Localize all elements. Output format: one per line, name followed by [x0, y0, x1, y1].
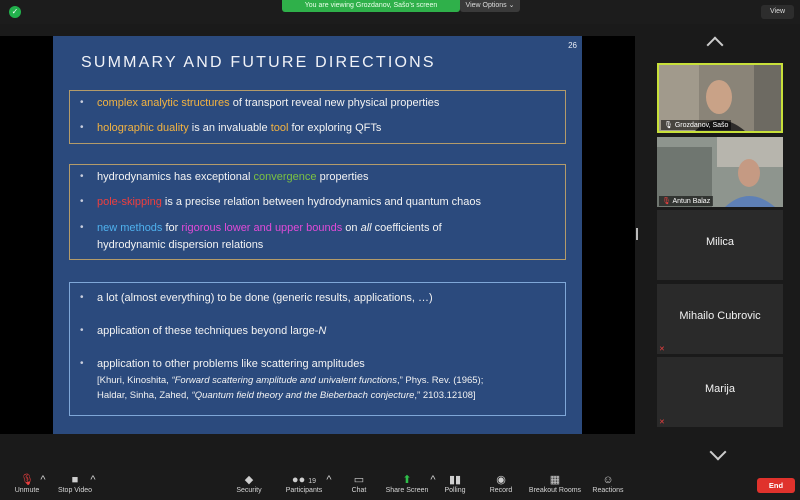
reference-text: Haldar, Sinha, Zahed,	[97, 390, 192, 401]
share-screen-button[interactable]	[384, 473, 430, 494]
item-text: properties	[316, 171, 369, 183]
chat-button[interactable]	[345, 473, 373, 494]
bullet-dot: •	[80, 171, 84, 182]
bullet-dot: •	[80, 122, 84, 133]
future-item: application to other problems like scattering amplitudes	[97, 358, 365, 370]
item-text: coefficients of	[371, 222, 442, 234]
bar-chart-icon: ▮▮	[448, 474, 462, 486]
bullet-dot: •	[80, 358, 84, 369]
share-screen-icon: ⬆	[402, 474, 412, 486]
video-camera-icon: ■	[71, 474, 79, 486]
summary-box-2	[69, 164, 566, 260]
summary-item	[97, 169, 369, 186]
slide-title: SUMMARY AND FUTURE DIRECTIONS	[81, 54, 436, 71]
breakout-rooms-button[interactable]	[528, 473, 582, 494]
record-icon: ◉	[496, 474, 506, 486]
summary-item	[97, 120, 381, 137]
stop-video-label: Stop Video	[57, 487, 93, 494]
grid-icon: ▦	[549, 474, 561, 486]
highlight-text: holographic duality	[97, 122, 189, 134]
chevron-up-icon: ^	[90, 474, 96, 486]
share-options-chevron[interactable]	[428, 473, 438, 487]
slide-number: 26	[568, 41, 577, 50]
item-text: for exploring QFTs	[288, 122, 382, 134]
item-text: for	[162, 222, 182, 234]
highlight-text: new methods	[97, 222, 163, 234]
participant-tile[interactable]	[657, 137, 783, 207]
meeting-toolbar	[0, 470, 800, 500]
participant-tile[interactable]	[657, 284, 783, 354]
bullet-dot: •	[80, 97, 84, 108]
participant-name: Marija	[705, 383, 735, 395]
participant-name: Antun Balaz	[672, 198, 711, 205]
record-button[interactable]	[486, 473, 516, 494]
reactions-label: Reactions	[592, 487, 624, 494]
video-options-chevron[interactable]	[88, 473, 98, 487]
item-text: application of these techniques beyond large-	[97, 325, 319, 337]
participant-tile[interactable]	[657, 357, 783, 427]
future-directions-box	[69, 282, 566, 416]
chevron-up-icon: ^	[326, 474, 332, 486]
reactions-button[interactable]	[590, 473, 626, 494]
record-label: Record	[489, 487, 513, 494]
participant-tile-active-speaker[interactable]	[657, 63, 783, 133]
view-options-button[interactable]: View Options ⌄	[460, 0, 520, 12]
participants-count: 19	[308, 478, 317, 485]
reference-text: ,” Phys. Rev. (1965);	[396, 375, 484, 386]
summary-item	[97, 95, 439, 112]
emphasis-text: N	[318, 325, 327, 337]
polling-button[interactable]	[440, 473, 470, 494]
participant-name: Grozdanov, Sašo	[674, 122, 729, 129]
end-meeting-button[interactable]: End	[757, 478, 795, 493]
unmute-label: Unmute	[14, 487, 40, 494]
smiley-icon: ☺	[602, 474, 614, 486]
summary-item	[97, 220, 442, 237]
summary-item	[97, 194, 481, 211]
item-text: of transport reveal new physical properties	[229, 97, 440, 109]
bullet-dot: •	[80, 222, 84, 233]
item-text: on	[342, 222, 361, 234]
presentation-slide	[53, 36, 582, 434]
reference-title: “Forward scattering amplitude and univalent functions	[171, 375, 397, 386]
chat-label: Chat	[351, 487, 367, 494]
viewing-screen-banner: You are viewing Grozdanov, Sašo's screen	[282, 0, 460, 12]
view-button[interactable]	[761, 5, 794, 19]
chat-bubble-icon: ▭	[353, 474, 365, 486]
bullet-dot: •	[80, 325, 84, 336]
scroll-up-chevron-icon[interactable]	[707, 37, 724, 54]
highlight-text: rigorous lower and upper bounds	[181, 222, 343, 234]
summary-item-continuation: hydrodynamic dispersion relations	[97, 239, 264, 251]
reference-text: ,” 2103.12108]	[414, 390, 476, 401]
participant-name-label	[661, 120, 731, 130]
reference-text: [Khuri, Kinoshita,	[97, 375, 172, 386]
security-shield-icon[interactable]: ✓	[9, 6, 21, 18]
bullet-dot: •	[80, 292, 84, 303]
top-bar	[0, 0, 800, 24]
participant-name: Mihailo Cubrovic	[679, 310, 761, 322]
participant-name: Milica	[705, 236, 735, 248]
polling-label: Polling	[444, 487, 466, 494]
chevron-up-icon: ^	[430, 474, 436, 486]
chevron-up-icon: ^	[40, 474, 46, 486]
scroll-down-chevron-icon[interactable]	[710, 444, 727, 461]
security-button[interactable]	[232, 473, 266, 494]
future-item	[97, 323, 326, 340]
share-screen-label: Share Screen	[385, 487, 429, 494]
participants-icon: ●● 19	[291, 474, 317, 486]
panel-splitter-handle[interactable]	[636, 228, 638, 240]
muted-mic-icon: ✕	[659, 419, 665, 426]
summary-box-1	[69, 90, 566, 144]
highlight-text: complex analytic structures	[97, 97, 230, 109]
highlight-text: convergence	[253, 171, 317, 183]
muted-mic-icon: 🎙	[662, 198, 671, 205]
item-text: hydrodynamics has exceptional	[97, 171, 254, 183]
audio-options-chevron[interactable]	[38, 473, 48, 487]
highlight-text: tool	[270, 122, 289, 134]
security-label: Security	[236, 487, 262, 494]
item-text: is an invaluable	[188, 122, 271, 134]
item-text: is a precise relation between hydrodynamics and quantum chaos	[161, 196, 482, 208]
shield-icon: ◆	[244, 474, 254, 486]
breakout-rooms-label: Breakout Rooms	[528, 487, 582, 494]
future-item: a lot (almost everything) to be done (generic results, applications, …)	[97, 292, 433, 304]
participants-options-chevron[interactable]	[324, 473, 334, 487]
participant-name-label	[659, 196, 713, 206]
bullet-dot: •	[80, 196, 84, 207]
reference-line-1	[97, 374, 483, 388]
reference-line-2	[97, 389, 476, 403]
highlight-text: pole-skipping	[97, 196, 162, 208]
participants-button[interactable]	[284, 473, 324, 494]
reference-title: “Quantum field theory and the Bieberbach conjecture	[191, 390, 415, 401]
muted-mic-icon: ✕	[659, 346, 665, 353]
view-label: View	[769, 8, 786, 15]
mic-icon: 🎙	[664, 122, 673, 129]
emphasis-text: all	[360, 222, 372, 234]
muted-microphone-icon: 🎙	[20, 474, 34, 486]
participants-label: Participants	[285, 487, 323, 494]
participant-tile[interactable]	[657, 210, 783, 280]
